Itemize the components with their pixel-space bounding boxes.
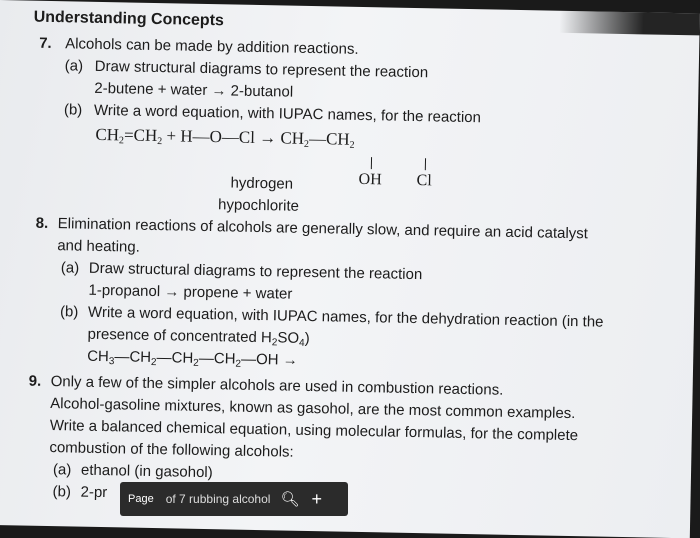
q8-number: 8.: [35, 214, 49, 232]
q7-equation: $CH_2=CH_2$ + H—O—Cl → $CH_2—CH_2$: [95, 124, 355, 151]
q7-number: 7.: [39, 34, 52, 52]
bond-oh: [371, 157, 372, 169]
q8-chain-formula: $CH_3—CH_2—CH_2—CH_2—OH$ →: [87, 347, 298, 370]
q9a-text: ethanol (in gasohol): [80, 461, 213, 482]
q9-line2: Alcohol-gasoline mixtures, known as gasohol, are the most common examples.: [50, 395, 576, 423]
q8-line1: Elimination reactions of alcohols are generally slow, and require an acid catalyst: [57, 215, 589, 243]
hypochlorite-label-2: hypochlorite: [217, 196, 300, 215]
q9-line3: Write a balanced chemical equation, using molecular formulas, for the complete: [49, 417, 579, 445]
q7b-label: (b): [63, 101, 83, 119]
zoom-in-icon[interactable]: +: [311, 488, 323, 509]
q9a-label: (a): [52, 461, 72, 479]
q8-line2: and heating.: [57, 237, 141, 256]
hypochlorite-label-1: hydrogen: [230, 174, 294, 193]
oh-group: OH: [358, 170, 382, 189]
q9-line1: Only a few of the simpler alcohols are used in combustion reactions.: [50, 373, 504, 399]
q8b-text: Write a word equation, with IUPAC names, for the dehydration reaction (in the: [87, 303, 604, 331]
page-edge-shadow: [559, 11, 699, 36]
section-title: Understanding Concepts: [33, 8, 225, 30]
q7-text: Alcohols can be made by addition reactions.: [65, 35, 359, 58]
q8a-text: Draw structural diagrams to represent the reaction: [88, 259, 423, 284]
page-label: Page: [128, 493, 154, 505]
q7b-text: Write a word equation, with IUPAC names, for the reaction: [93, 101, 482, 127]
q8b-label: (b): [59, 303, 79, 321]
q9-number: 9.: [28, 372, 42, 390]
q9b-label: (b): [52, 483, 72, 501]
q7a-reaction: 2-butene + water → 2-butanol: [94, 79, 294, 101]
search-icon[interactable]: 🔍︎: [280, 491, 300, 508]
zoom-text: of 7 rubbing alcohol: [165, 492, 271, 506]
cl-group: Cl: [416, 172, 432, 190]
q9b-text: 2-pr: [80, 483, 108, 502]
q8a-reaction: 1-propanol → propene + water: [88, 281, 293, 303]
q8b-text2: presence of concentrated $H_2SO_4$): [87, 325, 310, 349]
q7a-text: Draw structural diagrams to represent the reaction: [94, 57, 429, 82]
viewer-toolbar: [120, 482, 348, 516]
q8a-label: (a): [60, 259, 80, 277]
q9-line4: combustion of the following alcohols:: [49, 439, 294, 461]
bond-cl: [425, 158, 426, 170]
q7a-label: (a): [64, 57, 84, 75]
